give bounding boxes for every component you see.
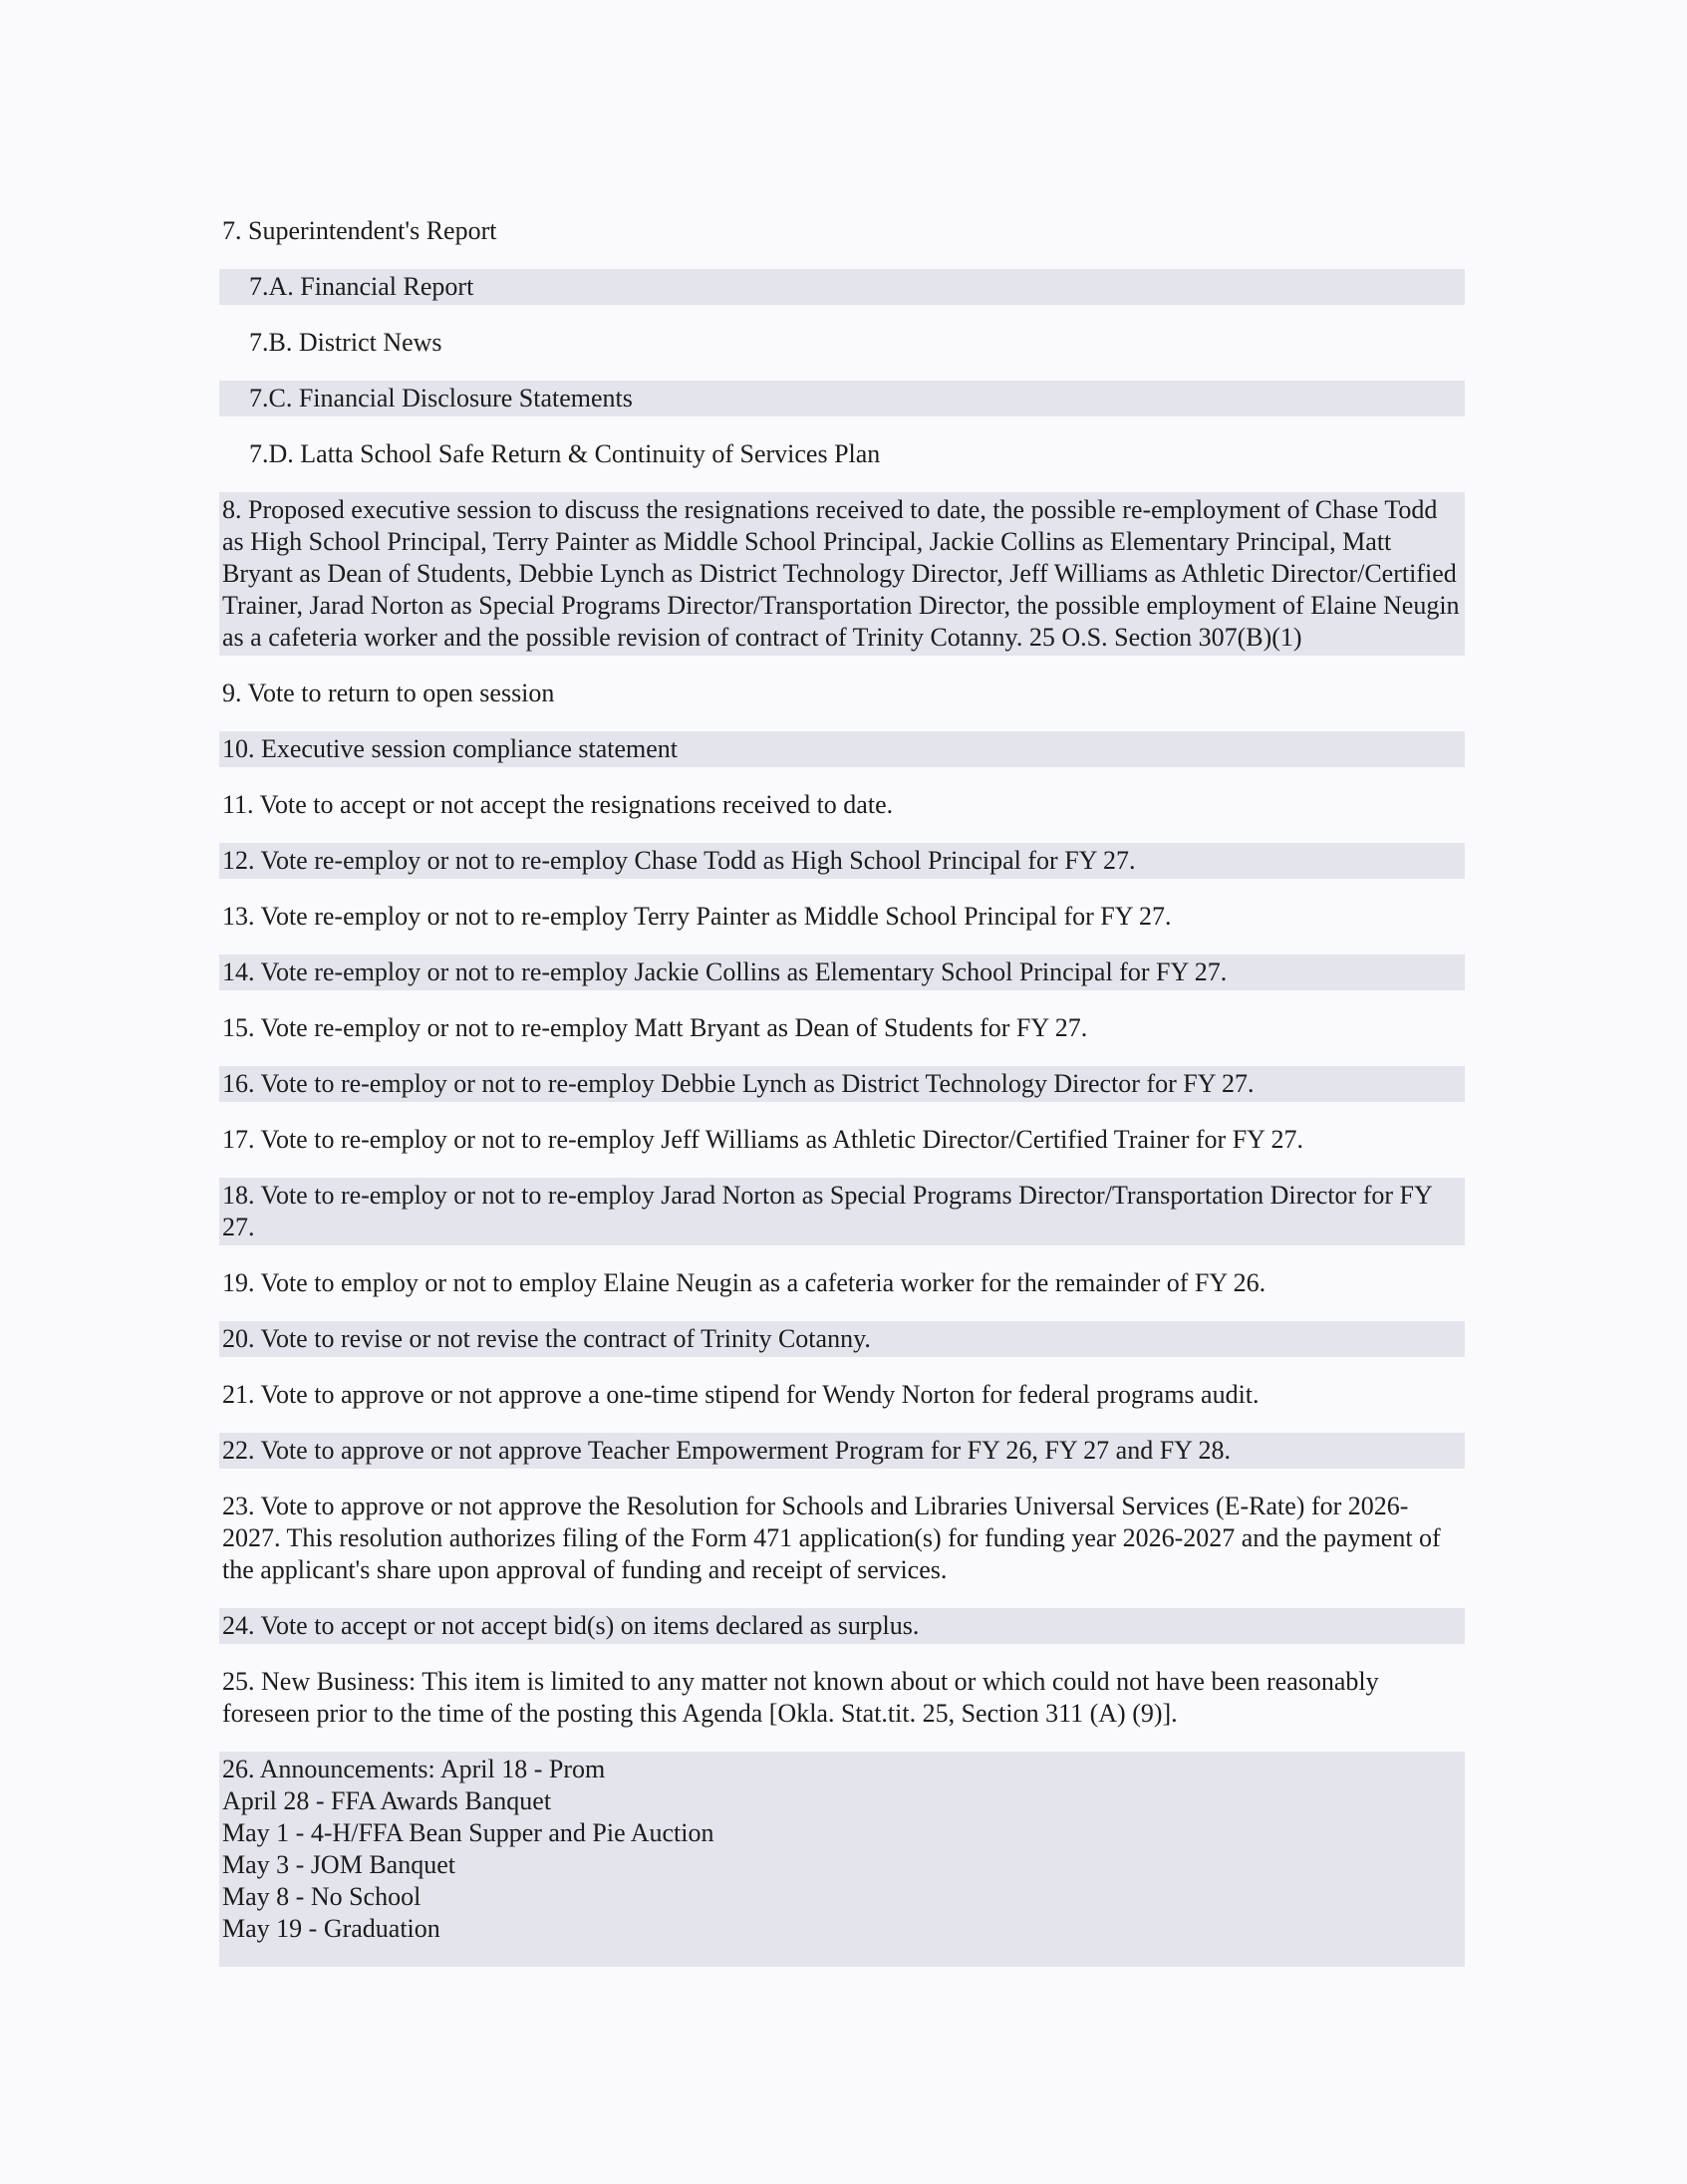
agenda-item-15: 15. Vote re-employ or not to re-employ Matt Bryant as Dean of Students for FY 27. — [222, 1013, 1088, 1042]
agenda-item-14: 14. Vote re-employ or not to re-employ Jackie Collins as Elementary School Principal for FY 27. — [219, 955, 1465, 990]
agenda-item-18: 18. Vote to re-employ or not to re-employ Jarad Norton as Special Programs Director/Transportation Director for FY 27. — [219, 1178, 1465, 1245]
agenda-item-12: 12. Vote re-employ or not to re-employ Chase Todd as High School Principal for FY 27. — [219, 843, 1465, 879]
agenda-item-19: 19. Vote to employ or not to employ Elaine Neugin as a cafeteria worker for the remainder of FY 26. — [222, 1268, 1266, 1297]
agenda-item-11: 11. Vote to accept or not accept the resignations received to date. — [222, 790, 894, 819]
announcement-line: May 3 - JOM Banquet — [222, 1850, 455, 1879]
agenda-item-7d: 7.D. Latta School Safe Return & Continuity of Services Plan — [249, 439, 881, 468]
agenda-item-23: 23. Vote to approve or not approve the Resolution for Schools and Libraries Universal Services (E-Rate) for 2026-2027. This resolution authorizes filing of the Form 471 application(s) for funding year 2026-2027 and the payment of the applicant's share upon approval of funding and receipt of services. — [222, 1492, 1441, 1584]
agenda-item-25: 25. New Business: This item is limited to any matter not known about or which could not have been reasonably foreseen prior to the time of the posting this Agenda [Okla. Stat.tit. 25, Section 311 (A) (9)]. — [222, 1667, 1379, 1728]
agenda-item-10: 10. Executive session compliance statement — [219, 731, 1465, 767]
agenda-item-22: 22. Vote to approve or not approve Teacher Empowerment Program for FY 26, FY 27 and FY 28. — [219, 1433, 1465, 1469]
announcement-line: April 28 - FFA Awards Banquet — [222, 1786, 552, 1815]
announcement-line: 26. Announcements: April 18 - Prom — [222, 1755, 606, 1783]
agenda-item-7c: 7.C. Financial Disclosure Statements — [219, 381, 1465, 416]
agenda-item-7: 7. Superintendent's Report — [222, 216, 497, 245]
agenda-item-7a: 7.A. Financial Report — [219, 269, 1465, 305]
agenda-item-20: 20. Vote to revise or not revise the contract of Trinity Cotanny. — [219, 1321, 1465, 1357]
agenda-item-13: 13. Vote re-employ or not to re-employ Terry Painter as Middle School Principal for FY 27. — [222, 902, 1172, 931]
agenda-page — [219, 213, 1465, 1987]
agenda-item-8: 8. Proposed executive session to discuss the resignations received to date, the possible re-employment of Chase Todd as High School Principal, Terry Painter as Middle School Principal, Jackie Collins as Elementary Principal, Matt Bryant as Dean of Students, Debbie Lynch as District Technology Director, Jeff Williams as Athletic Director/Certified Trainer, Jarad Norton as Special Programs Director/Transportation Director, the possible employment of Elaine Neugin as a cafeteria worker and the possible revision of contract of Trinity Cotanny. 25 O.S. Section 307(B)(1) — [219, 492, 1465, 656]
agenda-item-21: 21. Vote to approve or not approve a one-time stipend for Wendy Norton for federal programs audit. — [222, 1380, 1260, 1409]
agenda-item-7b: 7.B. District News — [249, 328, 442, 357]
agenda-item-16: 16. Vote to re-employ or not to re-employ Debbie Lynch as District Technology Director for FY 27. — [219, 1066, 1465, 1102]
agenda-item-26-announcements — [219, 1752, 1465, 1967]
agenda-item-17: 17. Vote to re-employ or not to re-employ Jeff Williams as Athletic Director/Certified Trainer for FY 27. — [222, 1125, 1303, 1154]
announcement-line: May 19 - Graduation — [222, 1914, 440, 1943]
agenda-item-24: 24. Vote to accept or not accept bid(s) on items declared as surplus. — [219, 1608, 1465, 1644]
agenda-item-9: 9. Vote to return to open session — [222, 679, 555, 707]
announcement-line: May 1 - 4-H/FFA Bean Supper and Pie Auction — [222, 1818, 714, 1847]
announcement-line: May 8 - No School — [222, 1882, 422, 1911]
